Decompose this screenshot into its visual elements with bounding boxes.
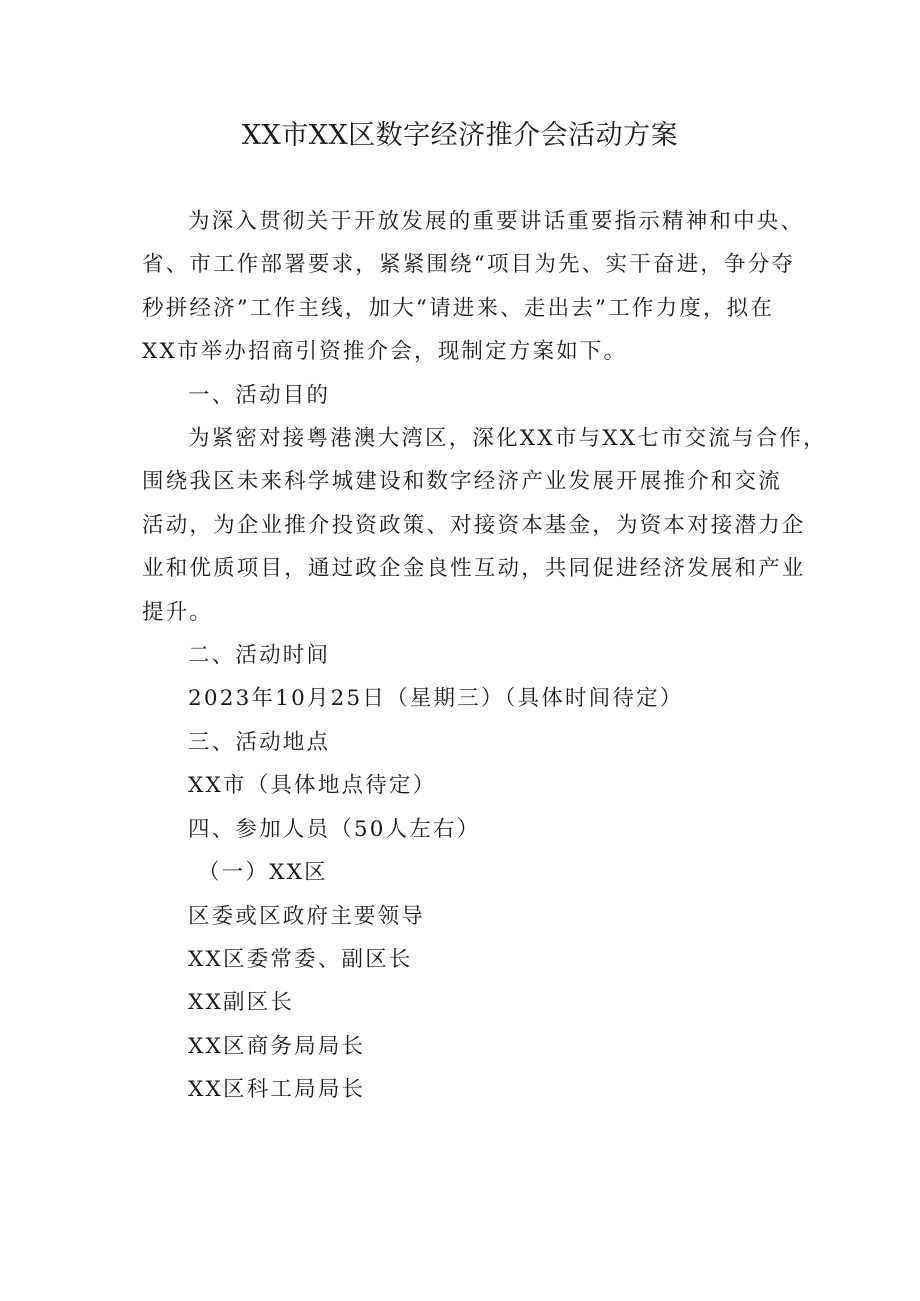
section2-heading: 二、活动时间: [188, 643, 331, 669]
section1-heading: 一、活动目的: [188, 382, 331, 408]
section2-body: 2023年10月25日（星期三）（具体时间待定）: [188, 686, 684, 712]
section1-paragraph: [142, 417, 827, 634]
attendee-item: XX区委常委、副区长: [188, 946, 413, 972]
section4-heading: 四、参加人员（50人左右）: [188, 816, 481, 842]
section1-line: 活动，为企业推介投资政策、对接资本基金，为资本对接潜力企: [142, 512, 806, 538]
attendee-item: XX副区长: [188, 990, 295, 1016]
intro-line: 省、市工作部署要求，紧紧围绕“项目为先、实干奋进，争分夺: [142, 252, 796, 278]
section1-line: 围绕我区未来科学城建设和数字经济产业发展开展推介和交流: [142, 469, 782, 495]
section1-line: 为紧密对接粤港澳大湾区，深化XX市与XX七市交流与合作，: [188, 426, 827, 452]
intro-line: 秒拼经济”工作主线，加大“请进来、走出去”工作力度，拟在: [142, 295, 775, 321]
document-body: [142, 200, 827, 1112]
attendee-item: XX区商务局局长: [188, 1033, 366, 1059]
intro-line: XX市举办招商引资推介会，现制定方案如下。: [142, 339, 628, 365]
section1-line: 提升。: [142, 599, 214, 625]
attendee-item: XX区科工局局长: [188, 1077, 366, 1103]
intro-line: 为深入贯彻关于开放发展的重要讲话重要指示精神和中央、: [188, 209, 805, 234]
section3-heading: 三、活动地点: [188, 729, 331, 755]
attendee-item: 区委或区政府主要领导: [188, 903, 426, 929]
intro-paragraph: [142, 200, 805, 374]
section3-body: XX市（具体地点待定）: [188, 773, 437, 799]
section4-subheading: （一）XX区: [198, 860, 328, 886]
section1-line: 业和优质项目，通过政企金良性互动，共同促进经济发展和产业: [142, 556, 806, 582]
document-title: XX市XX区数字经济推介会活动方案: [241, 120, 679, 151]
